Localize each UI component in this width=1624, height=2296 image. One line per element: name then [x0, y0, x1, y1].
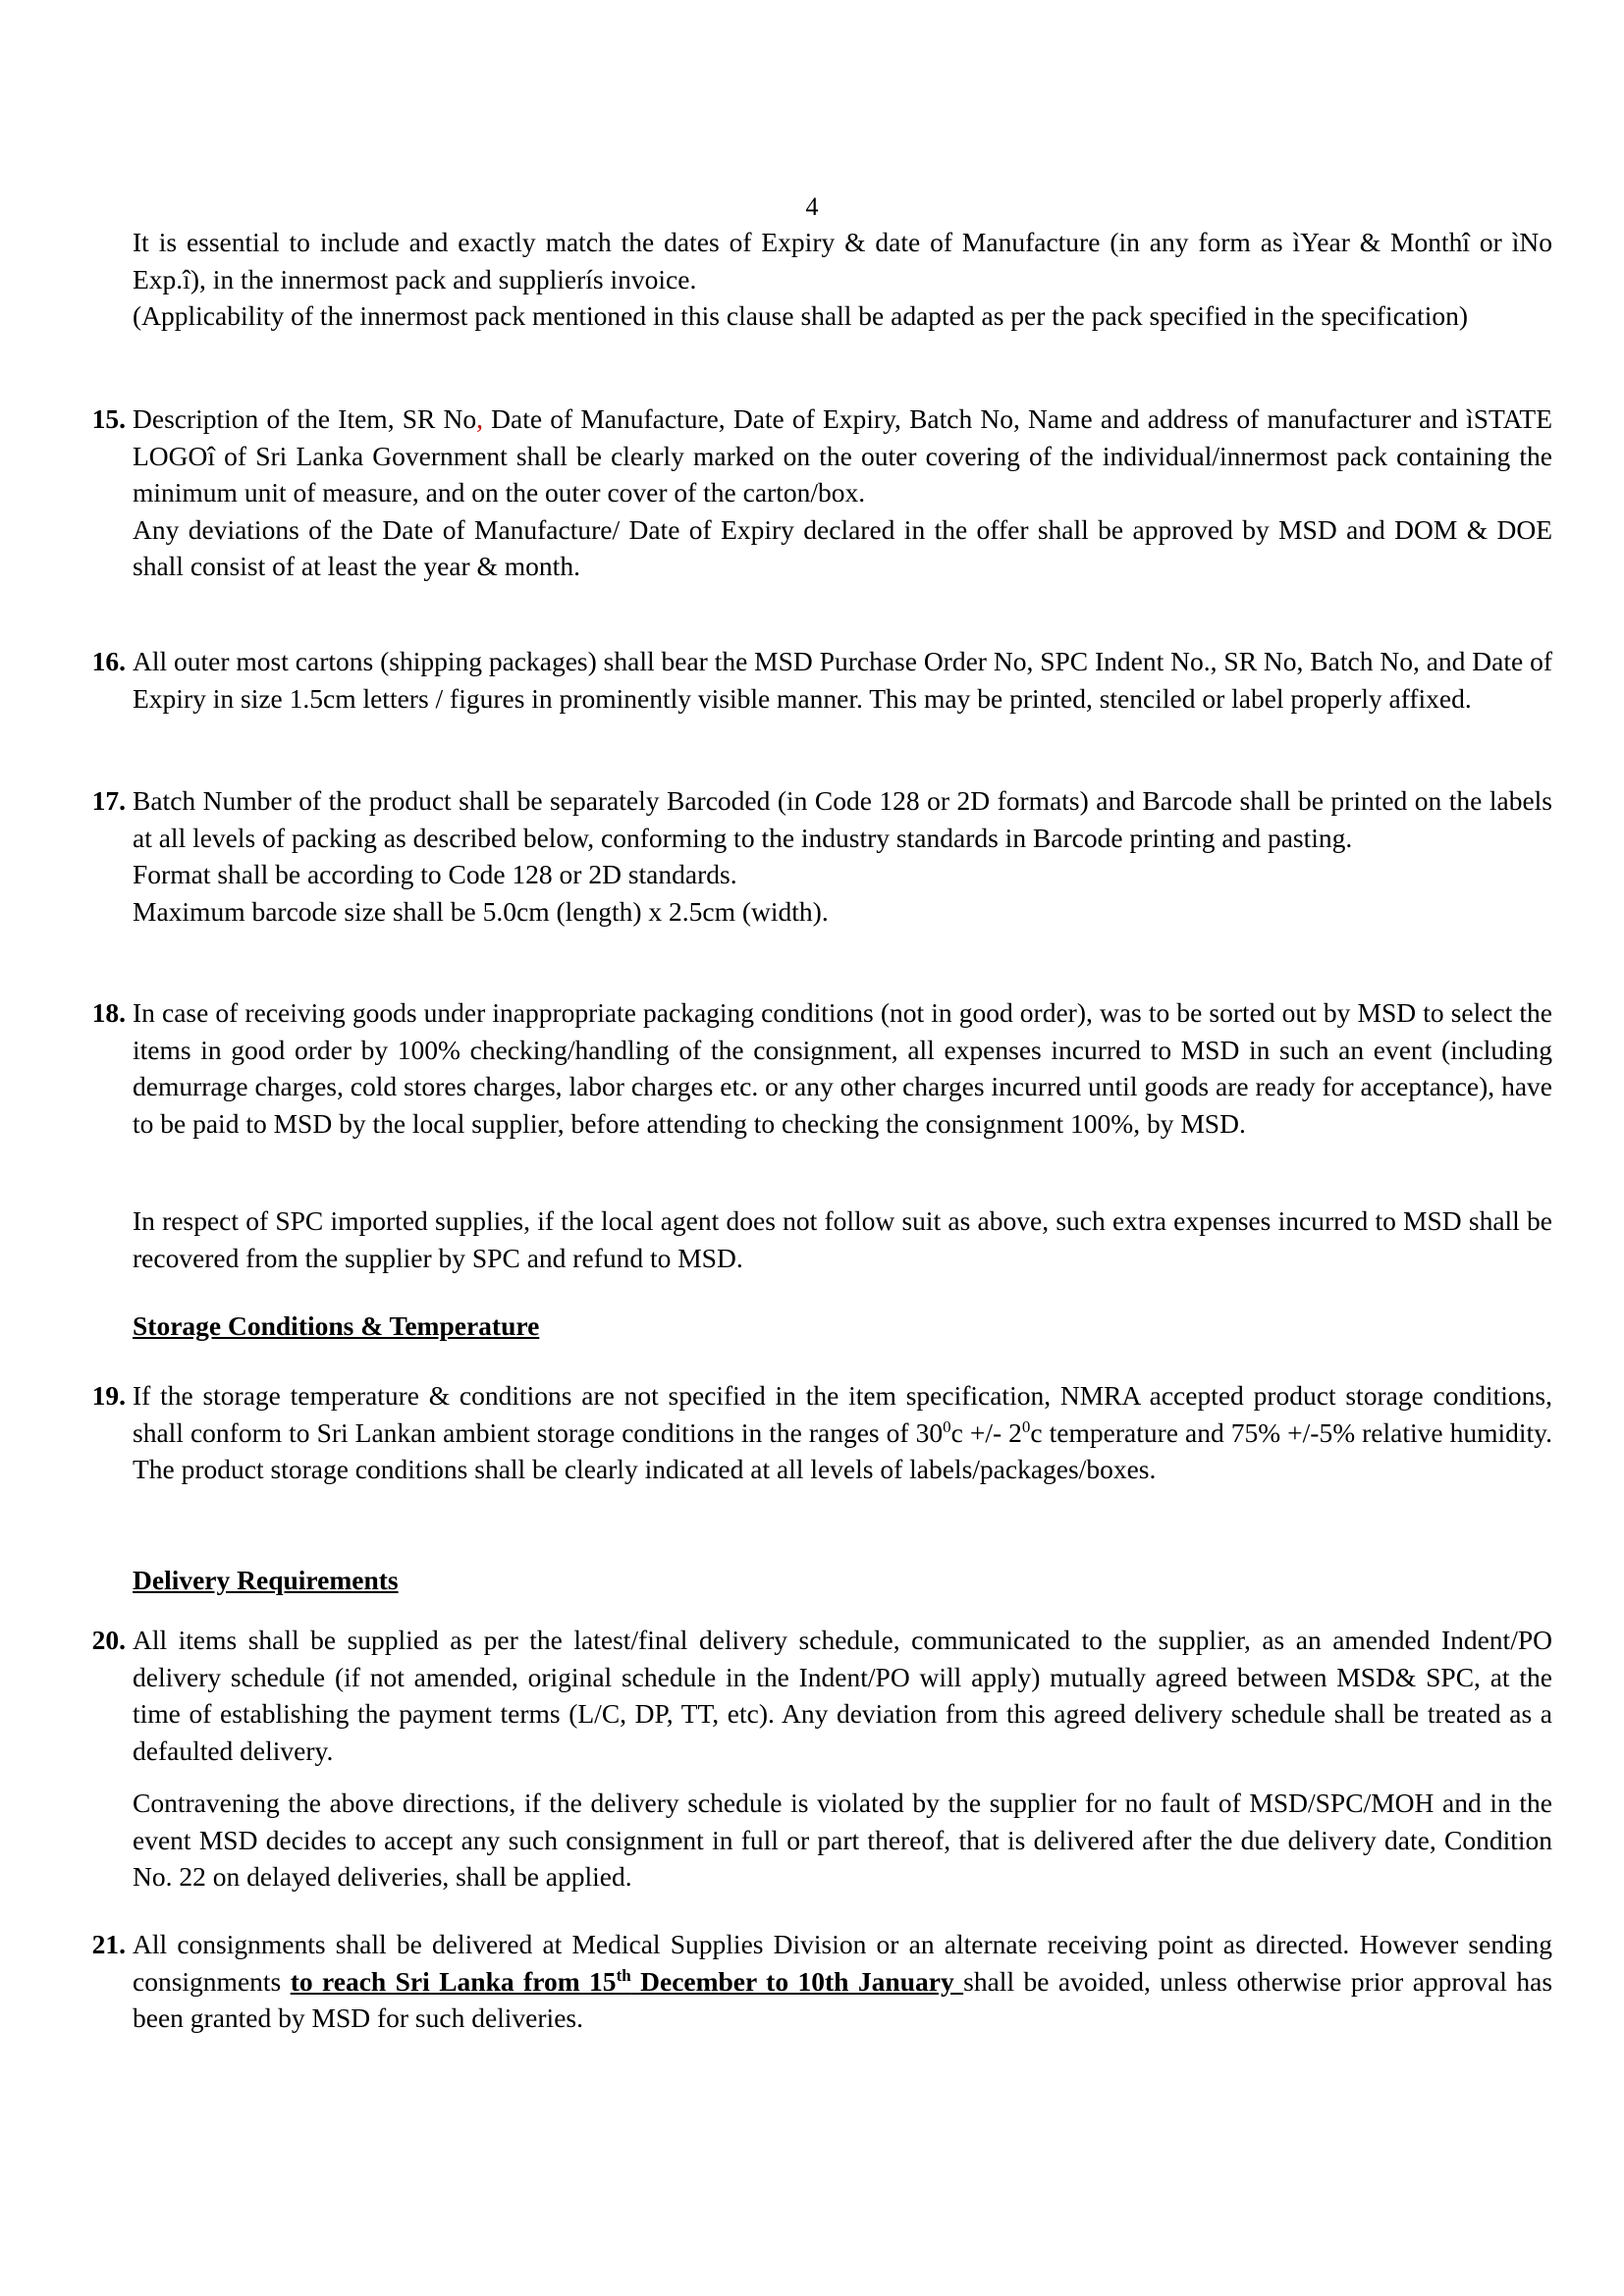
clause-18-spc [133, 1202, 1552, 1276]
clause-20-contravening [133, 1785, 1552, 1896]
clause-15-deviation-text: Any deviations of the Date of Manufacture/ Date of Expiry declared in the offer shall be approved by MSD and DOM & DOE shall consist of at least the year & month. [133, 513, 1552, 581]
section-heading-storage: Storage Conditions & Temperature [133, 1310, 540, 1341]
clause-18-text: In case of receiving goods under inappropriate packaging conditions (not in good order), was to be sorted out by MSD to select the items in good order by 100% checking/handling of the consignment, all expenses incurred to MSD in such an event (including demurrage charges, cold stores charges, labor charges etc. or any other charges incurred until goods are ready for acceptance), have to be paid to MSD by the local supplier, before attending to checking the consignment 100%, by MSD. [133, 997, 1552, 1139]
clause-number: 21. [91, 1929, 126, 1959]
clause-17-format: Format shall be according to Code 128 or 2D standards. [133, 859, 737, 889]
clause-17-text: Batch Number of the product shall be separately Barcoded (in Code 128 or 2D formats) and Barcode shall be printed on the labels at all levels of packing as described below, conforming to the industry standards in Barcode printing and pasting. [133, 785, 1552, 853]
clause-20-text: All items shall be supplied as per the latest/final delivery schedule, communicated to the supplier, as an amended Indent/PO delivery schedule (if not amended, original schedule in the Indent/PO will apply) mutually agreed between MSD& SPC, at the time of establishing the payment terms (L/C, DP, TT, etc). Any deviation from this agreed delivery schedule shall be treated as a defaulted delivery. [133, 1625, 1552, 1766]
clause-number: 20. [91, 1625, 126, 1655]
clause-16 [91, 643, 1552, 717]
clause-18 [91, 994, 1552, 1142]
clause-17-size: Maximum barcode size shall be 5.0cm (length) x 2.5cm (width). [133, 895, 829, 927]
clause-20 [91, 1622, 1552, 1769]
clause-16-text: All outer most cartons (shipping packages) shall bear the MSD Purchase Order No, SPC Indent No., SR No, Batch No, and Date of Expiry in size 1.5cm letters / figures in prominently visible manner. This may be printed, stenciled or label properly affixed. [133, 646, 1552, 714]
clause-15-text: Description of the Item, SR No, Date of Manufacture, Date of Expiry, Batch No, Name and address of manufacturer and ìSTATE LOGOî of Sri Lanka Government shall be clearly marked on the outer covering of the individual/innermost pack containing the minimum unit of measure, and on the outer cover of the carton/box. [133, 403, 1552, 507]
intro-block [133, 224, 1552, 335]
clause-17 [91, 782, 1552, 930]
clause-number: 15. [91, 403, 126, 434]
clause-19-text: If the storage temperature & conditions are not specified in the item specification, NMRA accepted product storage conditions, shall conform to Sri Lankan ambient storage conditions in the ranges of $30^0c$ +/- $2^0c$ temperature and 75% +/-5% relative humidity. The product storage conditions shall be clearly indicated at all levels of labels/packages/boxes. [133, 1380, 1553, 1484]
clause-18-spc-text: In respect of SPC imported supplies, if the local agent does not follow suit as above, such extra expenses incurred to MSD shall be recovered from the supplier by SPC and refund to MSD. [133, 1205, 1552, 1273]
emphasis-period: to reach Sri Lanka from 15th December to 10th January [290, 1965, 964, 1997]
red-comma: , [476, 403, 484, 434]
clause-21-text: All consignments shall be delivered at Medical Supplies Division or an alternate receiving point as directed. However sending consignments to reach Sri Lanka from 15th December to 10th January shall be avoided, unless otherwise prior approval has been granted by MSD for such deliveries. [133, 1929, 1553, 2033]
clause-number: 18. [91, 997, 126, 1028]
clause-21 [91, 1926, 1553, 2037]
intro-paragraph-applicability: (Applicability of the innermost pack mentioned in this clause shall be adapted as per the pack specified in the specification) [133, 300, 1469, 331]
clause-number: 16. [91, 646, 126, 676]
clause-20-contravening-text: Contravening the above directions, if the delivery schedule is violated by the supplier for no fault of MSD/SPC/MOH and in the event MSD decides to accept any such consignment in full or part thereof, that is delivered after the due delivery date, Condition No. 22 on delayed deliveries, shall be applied. [133, 1788, 1552, 1892]
clause-19 [91, 1377, 1553, 1488]
page-number: 4 [805, 192, 819, 221]
intro-paragraph-expiry: It is essential to include and exactly match the dates of Expiry & date of Manufacture (in any form as ìYear & Monthî or ìNo Exp.î), in the innermost pack and supplierís invoice. [133, 227, 1552, 294]
clause-number: 19. [91, 1380, 126, 1411]
clause-15 [91, 400, 1552, 585]
clause-number: 17. [91, 785, 126, 816]
section-heading-delivery: Delivery Requirements [133, 1565, 399, 1595]
